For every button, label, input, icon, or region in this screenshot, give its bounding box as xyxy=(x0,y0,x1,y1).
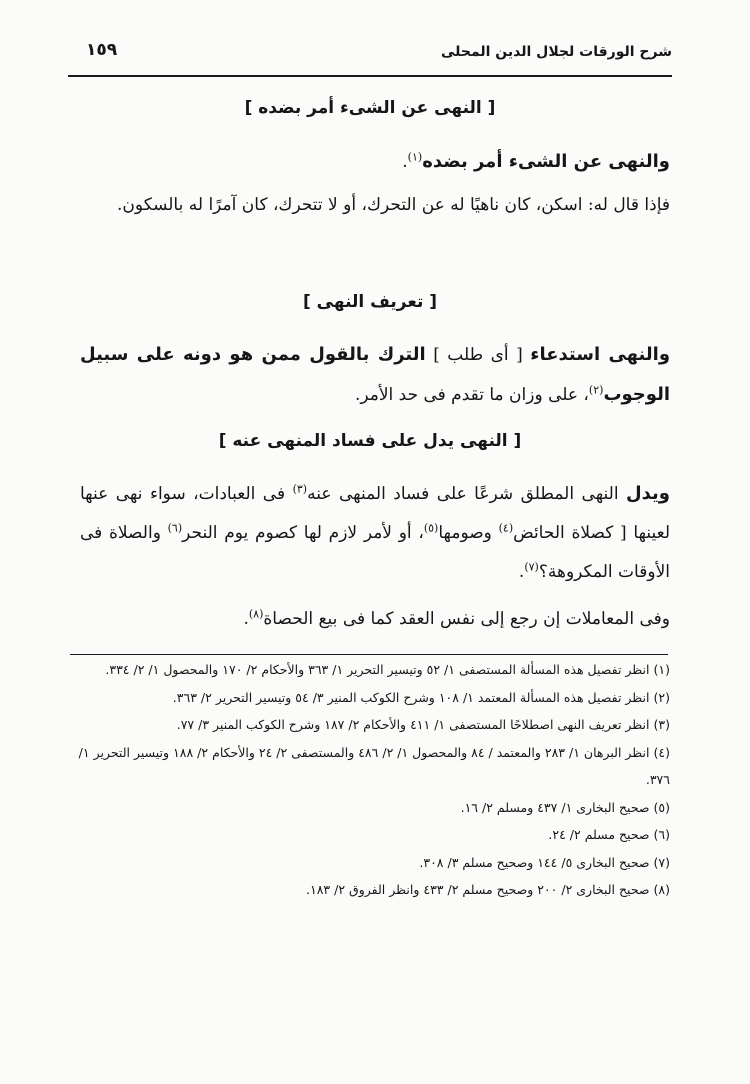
paragraph-prohibition-command xyxy=(80,142,670,182)
page-number: ١٥٩ xyxy=(86,40,118,60)
invalidity-text-d: ، أو لأمر لازم لها كصوم يوم النحر xyxy=(182,523,424,543)
footnote-number: (٣) xyxy=(653,717,670,732)
header-divider xyxy=(68,75,672,77)
footnote-text: انظر تعريف النهى اصطلاحًا المستصفى ١/ ٤١١ والأحكام ٢/ ١٨٧ وشرح الكوكب المنير ٣/ ٧٧. xyxy=(176,717,650,732)
section-heading-definition: [ تعريف النهى ] xyxy=(302,292,438,312)
footnote-number: (١) xyxy=(653,662,670,677)
footnote-ref-8[interactable]: (٨) xyxy=(248,607,264,621)
paragraph-definition xyxy=(80,335,670,415)
invalidity-text-b: فى العبادات، سواء نهى عنها لعينها [ كصلاة الحائض xyxy=(80,484,671,543)
footnote-text: انظر تفصيل هذه المسألة المعتمد ١/ ١٠٨ وشرح الكوكب المنير ٣/ ٥٤ وتيسير التحرير ٢/ ٣٦٣. xyxy=(172,689,650,705)
paragraph-invalidity xyxy=(80,474,670,592)
footnote-ref-7[interactable]: (٧) xyxy=(524,560,539,574)
footnote-divider xyxy=(70,654,668,655)
footnote-ref-6[interactable]: (٦) xyxy=(167,521,183,535)
footnote-7 xyxy=(78,849,670,877)
section-heading-invalidity: [ النهى يدل على فساد المنهى عنه ] xyxy=(218,431,522,451)
footnote-2 xyxy=(78,684,670,712)
invalidity-text-a: النهى المطلق شرعًا على فساد المنهى عنه xyxy=(307,484,619,504)
sentence-end: . xyxy=(243,609,249,629)
transactions-text: وفى المعاملات إن رجع إلى نفس العقد كما فى بيع الحصاة xyxy=(263,609,670,629)
footnote-number: (٥) xyxy=(653,799,670,815)
paragraph-example: فإذا قال له: اسكن، كان ناهيًا له عن التحرك، أو لا تتحرك، كان آمرًا له بالسكون. xyxy=(117,195,670,215)
footnotes-list xyxy=(78,656,670,904)
definition-bold-b: الترك بالقول ممن هو دونه على سبيل الوجوب xyxy=(80,344,670,405)
paragraph-transactions xyxy=(80,600,670,639)
sentence-end: . xyxy=(518,562,525,582)
invalidity-text-e: والصلاة فى الأوقات المكروهة؟ xyxy=(80,523,670,582)
running-header-title: شرح الورقات لجلال الدين المحلى xyxy=(441,44,672,60)
section-heading-command-prohibition: [ النهى عن الشىء أمر بضده ] xyxy=(244,98,496,118)
footnote-ref-1[interactable]: (١) xyxy=(407,150,423,164)
definition-bracket: [ أى طلب ] xyxy=(433,345,523,365)
footnote-4 xyxy=(78,739,670,794)
footnote-8 xyxy=(78,876,670,904)
footnote-text: صحيح البخارى ١/ ٤٣٧ ومسلم ٢/ ١٦. xyxy=(460,799,650,815)
definition-bold-a: والنهى استدعاء xyxy=(530,344,671,365)
footnote-ref-4[interactable]: (٤) xyxy=(498,521,514,535)
footnote-number: (٧) xyxy=(653,854,670,870)
sentence-end: . xyxy=(402,152,408,172)
bold-statement: والنهى عن الشىء أمر بضده xyxy=(422,151,670,172)
footnote-6 xyxy=(78,821,670,849)
footnote-text: انظر تفصيل هذه المسألة المستصفى ١/ ٥٢ وتيسير التحرير ١/ ٣٦٣ والأحكام ٢/ ١٧٠ والمحصول ١/ ٢/ ٣٣٤. xyxy=(105,662,650,677)
footnote-number: (٨) xyxy=(653,882,670,897)
footnote-number: (٤) xyxy=(653,744,670,760)
footnote-5 xyxy=(78,794,670,822)
footnote-number: (٢) xyxy=(653,689,670,705)
footnote-text: صحيح البخارى ٥/ ١٤٤ وصحيح مسلم ٣/ ٣٠٨. xyxy=(419,854,650,870)
footnote-text: صحيح البخارى ٢/ ٢٠٠ وصحيح مسلم ٢/ ٤٣٣ وانظر الفروق ٢/ ١٨٣. xyxy=(306,882,650,897)
footnote-text: صحيح مسلم ٢/ ٢٤. xyxy=(548,827,650,842)
invalidity-text-c: وصومها xyxy=(438,523,492,543)
footnote-ref-2[interactable]: (٢) xyxy=(588,383,604,397)
footnote-ref-3[interactable]: (٣) xyxy=(292,482,308,496)
footnote-ref-5[interactable]: (٥) xyxy=(423,521,439,535)
footnote-number: (٦) xyxy=(653,827,670,842)
invalidity-bold: ويدل xyxy=(626,483,670,504)
footnote-1 xyxy=(78,656,670,684)
definition-tail: ، على وزان ما تقدم فى حد الأمر. xyxy=(354,385,589,405)
footnote-3 xyxy=(78,711,670,739)
footnote-text: انظر البرهان ١/ ٢٨٣ والمعتمد / ٨٤ والمحصول ١/ ٢/ ٤٨٦ والمستصفى ٢/ ٢٤ والأحكام ٢/ ١٨٨ وتيسير التحرير ١/ ٣٧٦. xyxy=(78,744,670,787)
